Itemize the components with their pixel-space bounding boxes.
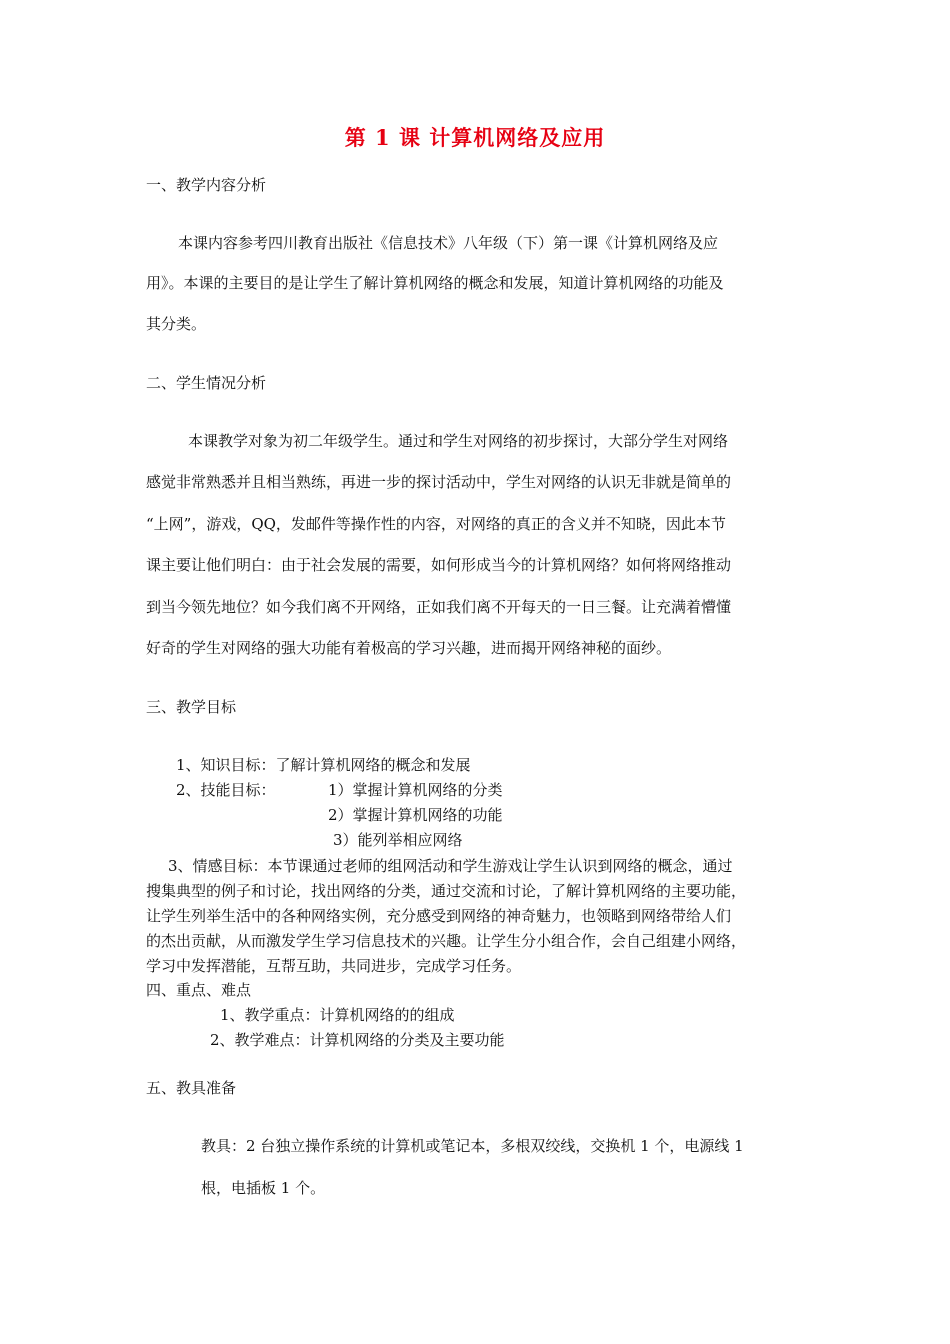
paragraph-line: 根，电插板 1 个。 xyxy=(201,1179,326,1197)
paragraph-line: 到当今领先地位？如今我们离不开网络，正如我们离不开每天的一日三餐。让充满着懵懂 xyxy=(146,598,732,616)
key-point: 1、教学重点：计算机网络的的组成 xyxy=(220,1006,455,1024)
goal-skill-item: 2）掌握计算机网络的功能 xyxy=(328,806,503,824)
section-heading-teaching-goals: 三、教学目标 xyxy=(146,698,237,716)
difficult-point: 2、教学难点：计算机网络的分类及主要功能 xyxy=(210,1031,505,1049)
page-title: 第 1 课 计算机网络及应用 xyxy=(344,125,606,150)
goal-skill-item: 1）掌握计算机网络的分类 xyxy=(328,781,503,799)
goal-emotion-line: 的杰出贡献，从而激发学生学习信息技术的兴趣。让学生分小组合作，会自己组建小网络， xyxy=(146,932,747,950)
paragraph-line: 本课教学对象为初二年级学生。通过和学生对网络的初步探讨，大部分学生对网络 xyxy=(188,432,729,450)
goal-skill-label: 2、技能目标： xyxy=(176,781,276,799)
paragraph-line: “上网”，游戏，QQ，发邮件等操作性的内容，对网络的真正的含义并不知晓，因此本节 xyxy=(146,515,726,533)
paragraph-line: 好奇的学生对网络的强大功能有着极高的学习兴趣，进而揭开网络神秘的面纱。 xyxy=(146,639,672,657)
goal-emotion-line: 让学生列举生活中的各种网络实例，充分感受到网络的神奇魅力，也领略到网络带给人们 xyxy=(146,907,732,925)
section-heading-student-analysis: 二、学生情况分析 xyxy=(146,374,267,392)
goal-emotion-line: 3、情感目标：本节课通过老师的组网活动和学生游戏让学生认识到网络的概念，通过 xyxy=(168,857,733,875)
section-heading-teaching-tools: 五、教具准备 xyxy=(146,1079,237,1097)
goal-knowledge: 1、知识目标：了解计算机网络的概念和发展 xyxy=(176,756,471,774)
paragraph-line: 用》。本课的主要目的是让学生了解计算机网络的概念和发展，知道计算机网络的功能及 xyxy=(146,274,724,292)
paragraph-line: 教具：2 台独立操作系统的计算机或笔记本，多根双绞线，交换机 1 个，电源线 1 xyxy=(201,1137,744,1155)
paragraph-line: 本课内容参考四川教育出版社《信息技术》八年级（下）第一课《计算机网络及应 xyxy=(178,234,719,252)
paragraph-line: 其分类。 xyxy=(146,315,207,333)
goal-emotion-line: 搜集典型的例子和讨论，找出网络的分类，通过交流和讨论，了解计算机网络的主要功能， xyxy=(146,882,747,900)
paragraph-line: 感觉非常熟悉并且相当熟练，再进一步的探讨活动中，学生对网络的认识无非就是简单的 xyxy=(146,473,732,491)
section-heading-content-analysis: 一、教学内容分析 xyxy=(146,176,267,194)
goal-emotion-line: 学习中发挥潜能，互帮互助，共同进步，完成学习任务。 xyxy=(146,957,522,975)
section-heading-key-points: 四、重点、难点 xyxy=(146,981,252,999)
paragraph-line: 课主要让他们明白：由于社会发展的需要，如何形成当今的计算机网络？如何将网络推动 xyxy=(146,556,732,574)
goal-skill-item: 3）能列举相应网络 xyxy=(333,831,463,849)
